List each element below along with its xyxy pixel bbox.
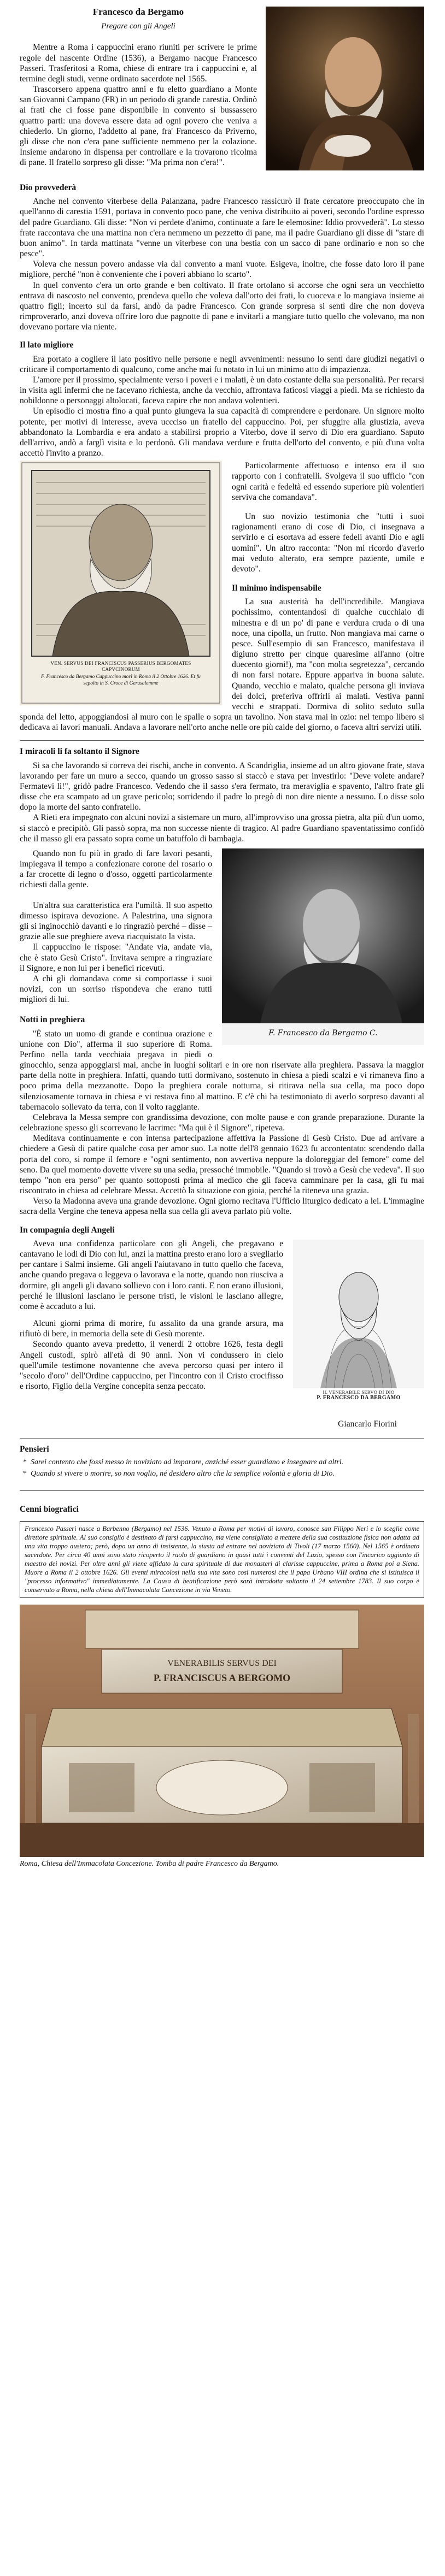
portrait-4-image <box>293 1240 424 1410</box>
section5-paragraph-2: Celebrava la Messa sempre con grandissima devozione, con molte pause e con grande preparazione. Durante la celebrazione spesso gli scorrevano le lacrime: "Ma qui è il Signore", ripeteva. <box>20 1112 424 1133</box>
portrait-3-caption: F. Francesco da Bergamo C. <box>268 1028 378 1038</box>
tomb-caption: Roma, Chiesa dell'Immacolata Concezione. Tomba di padre Francesco da Bergamo. <box>20 1860 279 1868</box>
portrait-3-svg <box>222 848 424 1045</box>
tomb-image <box>20 1605 424 1857</box>
section4-with-portrait <box>20 848 424 1112</box>
section1-paragraph-2: Voleva che nessun povero andasse via dal convento a mani vuote. Esigeva, inoltre, che fosse dato loro il pane migliore, perché "non è conveniente che i poveri abbiano lo scarto". <box>20 260 424 280</box>
pensieri-heading: Pensieri <box>20 1444 49 1454</box>
pensiero-item: * Sarei contento che fossi messo in noviziato ad imparare, anziché esser guardiano e insegnare ad altri. <box>31 1458 424 1467</box>
section4-paragraph-2: A Rieti era impegnato con alcuni novizi a sistemare un muro, all'improvviso una grossa pietra, alta più d'un uomo, si staccò e precipitò. Gli passò sopra, ma non successe niente di tragico. Al padre Guardiano spaventatissimo confidò che il masso gli era passato sopra come un batuffolo di bambagia. <box>20 813 424 844</box>
section1-paragraph-3: In quel convento c'era un orto grande e ben coltivato. Il frate ortolano si accorse che ogni sera un vecchietto entrava di nascosto nel convento, prendeva quello che voleva dall'orto dei frati, lo cuoceva e lo mangiava insieme ai quattro figli; incerto sul da farsi, andò da padre Francesco. Con grande sorpresa si sentì dire che non doveva rimproverarlo, anzi doveva offrire loro due pagnotte di pane e invitarli a mangiare tutto quello che volevano, ma non dovevano portare via niente. <box>20 280 424 332</box>
section4-paragraph-4: Un'altra sua caratteristica era l'umiltà. Il suo aspetto dimesso ispirava devozione. A Palestrina, una signora gli si inginocchiò davanti e lo ringraziò perché – disse – grazie alle sue preghiere aveva riacquistato la vista. <box>20 900 212 942</box>
section1-paragraph-1: Anche nel convento viterbese della Palanzana, padre Francesco rassicurò il frate cercatore preoccupato che in quell'anno di carestia 1591, portava in convento poco pane, che veniva distribuito ai poveri, secondo l'ordine espresso del padre Guardiano. Gli disse: "Non vi perdete d'animo, continuate a fare le elemosine: Iddio provvederà". Lo stesso frate raccontava che una mattina non c'era nemmeno un pezzetto di pane, ma il padre Guardiano gli disse di "stare di buon animo". In tarda mattinata "venne un viterbese con una bestia con un sacco di pane ordinario e non so che pesce". <box>20 197 424 259</box>
section-heading-lato-migliore: Il lato migliore <box>20 340 74 350</box>
portrait-1-svg <box>266 7 424 170</box>
section2-paragraph-2: L'amore per il prossimo, specialmente verso i poveri e i malati, è un dato costante della sua personalità. Per recarsi in visita agli infermi che ne facevano richiesta, anche da vecchio, affrontava faticosi viaggi a piedi. Ma se richiesto da nobildonne o personaggi altolocati, faceva capire che non andava volentieri. <box>20 375 424 406</box>
pensiero-item: * Quando si vivere o morire, so non voglio, né desidero altro che la semplice volontà e gloria di Dio. <box>31 1469 424 1478</box>
bio-box <box>20 1521 424 1598</box>
section2-paragraph-4: Particolarmente affettuoso e intenso era il suo rapporto con i confratelli. Svolgeva il suo ufficio "con ogni carità e fedeltà ed essendo superiore più volentieri serviva che comandava". <box>232 461 424 502</box>
section3-paragraph-1: La sua austerità ha dell'incredibile. Mangiava pochissimo, contentandosi di qualche cucchiaio di minestra e di un po' di pane e verdura cruda o di una noce, una cipolla, un frutto. Non mangiava mai carne o pesce. Sull'esempio di san Francesco, manifestava il digiuno stretto per cinque quaresime all'anno (oltre duecento giorni!), ma "con molta segretezza", cercando di non farsi notare. Eppure appariva in buona salute. Quando, vecchio e malato, qualche persona gli inviava dei dolci, preferiva offrirli ai malati. Vestiva panni vecchi e strappati. Dormiva di solito seduto sulla sponda del letto, appoggiandosi al muro con le spalle o sopra un tavolino. Non stava mai in ozio: nel tempo libero si dedicava ai lavori manuali. Andava a lavorare nell'orto anche nelle ore più calde del giorno, o faceva altri servizi utili. <box>20 597 424 733</box>
section6-paragraph-3: Secondo quanto aveva predetto, il venerdì 2 ottobre 1626, festa degli Angeli custodi, spirò all'età di 90 anni. Non vi condussero in cielo quell'umile testimone novantenne che aveva percorso quasi per intero il "secolo d'oro" dell'Ordine cappuccino, per l'incontro con il Cristo crocifisso e risorto, Figlio della Vergine concepita senza peccato. <box>20 1340 283 1392</box>
section2-paragraph-5: Un suo novizio testimonia che "tutti i suoi ragionamenti erano di cose di Dio, ci insegnava a servirlo e ci esortava ad essere fedeli avanti Dio e agli uomini". Un altro racconta: "Non mi ricordo d'averlo mai veduto alterato, era sempre paziente, umile e devoto". <box>232 511 424 574</box>
portrait-4-svg <box>293 1240 424 1410</box>
intro-paragraph-1: Mentre a Roma i cappuccini erano riuniti per scrivere le prime regole del nascente Ordine (1536), a Bergamo nacque Francesco Passeri. Trasferitosi a Roma, chiese di entrare tra i cappuccini e, al termine degli studi, venne ordinato sacerdote nel 1565. <box>20 43 257 84</box>
tomb-inscription-line-1: VENERABILIS SERVUS DEI <box>167 1659 277 1669</box>
section5-paragraph-4: Verso la Madonna aveva una grande devozione. Ogni giorno recitava l'Ufficio liturgico dedicato a lei. L'immagine sacra della Vergine che teneva appesa nella sua cella gli aveva parlato più volte. <box>20 1196 424 1217</box>
section4-paragraph-1: Si sa che lavorando si correva dei rischi, anche in convento. A Scandriglia, insieme ad un altro giovane frate, stava lavorando per fare un muro a secco, quando un grosso sasso si staccò e stava per investirlo: "Deve volete andare? Fermatevi lì!", gridò padre Francesco. Vedendo che il sasso s'era fermato, tra meraviglia e spavento, l'altro frate gli disse che era scampato ad un grave pericolo; sorridendo il padre lo pregò di non dire niente a nessuno. Lo disse solo dopo la morte del santo confratello. <box>20 761 424 812</box>
bio-text: Francesco Passeri nasce a Barbenno (Bergamo) nel 1536. Venuto a Roma per motivi di lavoro, conosce san Filippo Neri e lo sceglie come direttore spirituale. Al suo consiglio è destinato di farsi cappuccino, ma viene consigliato a mettere della sua costituzione fisica non adatta ad una vita troppo austera; però, dopo un anno di insistenze, la siusta ad entrare nel noviziato di Tivoli (17 marzo 1560). Nel 1565 è ordinato sacerdote. Per circa 40 anni sono stato ricoperto il ruolo di guardiano in quasi tutti i conventi del Lazio, spesso con l'incarico aggiunto di maestro dei novizi. Per oltre anni gli viene affidato la cura spirituale di due monasteri di clarisse cappuccine, prima a Roma poi a Siena. Muore a Roma il 2 ottobre 1626. Gli eventi miracolosi nella sua vita sono così numerosi che il papa Urbano VIII ordina che si istituisca il "processo informativo" immediatamente. La Causa di beatificazione però sarà introdotta soltanto il 24 settembre 1783. Il suo corpo è conservato a Roma, nella chiesa dell'Immacolata Concezione in via Veneto. <box>25 1525 419 1594</box>
portrait-2-image <box>20 461 222 705</box>
section4-paragraph-6: A chi gli domandava come si comportasse i suoi novizi, con un sorriso rispondeva che erano tutti migliori di lui. <box>20 974 212 1005</box>
page-subtitle: Pregare con gli Angeli <box>101 21 175 31</box>
header-block <box>20 7 424 175</box>
section4-paragraph-3: Quando non fu più in grado di fare lavori pesanti, impiegava il tempo a confezionare corone del rosario o a far crocette di legno o d'osso, oggetti particolarmente richiesti dalla gente. <box>20 848 212 890</box>
section5-paragraph-3: Meditava continuamente e con intensa partecipazione affettiva la Passione di Gesù Cristo. Due ad arrivare a chiedere a Gesù di patire qualche cosa per amor suo. La notte dell'8 gennaio 1623 fu accontentato: scendendo dalla porta del coro, si rompe il femore e "ogni sentimento, non avvertiva neppure la doloreggiar del femore" come del seno. Da quel momento dovette vivere su una sedia, pressoché immobile. "Quando si trovò a Gesù che vedeva". Il suo tempo "non era perso" per quanto sottoposti prima al medico che gli faceva camminare per la casa, gli fu mai riscontrato in chiesa ad celebrare Messa. Accettò la situazione con gioia, perché la riteneva una grazia. <box>20 1134 424 1196</box>
section4-paragraph-5: Il cappuccino le rispose: "Andate via, andate via, che è stato Gesù Cristo". Invitava sempre a ringraziare il Signore, e non lui per i benefici ricevuti. <box>20 942 212 973</box>
pensieri-block <box>20 1444 424 1478</box>
section2-paragraph-1: Era portato a cogliere il lato positivo nelle persone e negli avvenimenti: nessuno lo sentì dare giudizi negativi o criticare il comportamento di qualcuno, come anche mai fu notato in lui un minimo atto di impazienza. <box>20 354 424 374</box>
section6-paragraph-1: Aveva una confidenza particolare con gli Angeli, che pregavano e cantavano le lodi di Dio con lui, anzi la mattina presto erano loro a svegliarlo per cantare i Salmi insieme. Gli angeli l'aiutavano in tutto quello che faceva, anche quando pregava o leggeva o lavorava e la notte, quando non riusciva a dormire, gli angeli gli davano sollievo con i loro canti. E non erano illusioni, perché le illusioni lasciano le persone tristi, le visioni le lasciano allegre, come è accaduto a lui. <box>20 1239 283 1311</box>
portrait-1-image <box>266 7 424 170</box>
section-heading-compagnia-angeli: In compagnia degli Angeli <box>20 1225 115 1235</box>
section6-with-portrait <box>20 1239 424 1414</box>
section-divider-2 <box>20 1438 424 1439</box>
portrait-3-image <box>222 848 424 1045</box>
section5-paragraph-1: "È stato un uomo di grande e continua orazione e unione con Dio", afferma il suo superiore di Roma. Perfino nella tarda vecchiaia pregava in piedi o ginocchio, senza appoggiarsi mai, anche in luoghi solitari e in ore non riservate alla preghiera. Passava la maggior parte della notte in preghiera. Infatti, quando tutti dormivano, sostenuto in chiesa a piedi scalzi e vi rimaneva fino a poco prima della mezzanotte. Dopo la preghiera corale notturna, si ritirava nella sua cella, ma poco dopo silenziosamente tornava in chiesa e vi restava fino al mattino. E c'è chi ha testimoniato di averlo sorpreso davanti al tabernacolo sollevato da terra, con il volto raggiante. <box>20 1029 424 1112</box>
portrait-4-caption-line-1: IL VENERABILE SERVO DI DIO <box>323 1389 395 1395</box>
section2-paragraph-3: Un episodio ci mostra fino a qual punto giungeva la sua capacità di comprendere e perdonare. Un signore molto potente, per motivi di interesse, aveva uccciso un fratello del cappuccino. Poi, per sfuggire alla giustizia, aveva abbandonato la Lombardia e era andato a stabilirsi proprio a Viterbo, dove il servo di Dio era guardiano. Saputo dell'arrivo, andò a farglì visita e lo perdonò. Gli mandava verdure e frutta dell'orto del convento, e più d'una volta accettò l'invito a pranzo. <box>20 406 424 458</box>
tomb-inscription-line-2: P. FRANCISCUS A BERGOMO <box>153 1672 291 1684</box>
page-title: Francesco da Bergamo <box>92 7 184 17</box>
section-heading-notti-preghiera: Notti in preghiera <box>20 1015 85 1025</box>
bio-heading: Cenni biografici <box>20 1505 79 1514</box>
portrait-2-caption-line-2: F. Francesco da Bergamo Cappuccino morì in Roma il 2 Ottobre 1626. Et fu sepolto in S. Croce di Gerusalemme <box>41 674 201 687</box>
section6-paragraph-2: Alcuni giorni prima di morire, fu assalito da una grande arsura, ma rifiutò di bere, in memoria della sete di Gesù morente. <box>20 1319 283 1339</box>
section-heading-minimo-indispensabile: Il minimo indispensabile <box>232 583 321 593</box>
portrait-2-caption-line-1: VEN. SERVUS DEI FRANCISCUS PASSERIUS BERGOMATES CAPVCINORUM <box>50 661 191 673</box>
section-divider-3 <box>20 1490 424 1491</box>
section-heading-dio-provvedera: Dio provvederà <box>20 183 77 192</box>
pensieri-list <box>20 1458 424 1478</box>
section-divider <box>20 740 424 741</box>
portrait-4-caption-line-2: P. FRANCESCO DA BERGAMO <box>317 1395 401 1401</box>
section-heading-miracoli: I miracoli li fa soltanto il Signore <box>20 747 139 757</box>
intro-paragraph-2: Trascorsero appena quattro anni e fu eletto guardiano a Monte san Giovanni Campano (FR) in un periodo di grande carestia. Ordinò ai frati che ci fosse pane disponibile in convento si bussassero quattro parti: una doveva essere data ad ogni povero che veniva a chiederlo. Un giorno, l'addetto al pane, fra' Francesco da Priverno, gli disse che non c'era pane sufficiente nemmeno per la colazione. Insieme andarono in dispensa per controllare e la trovarono ricolma di pane. Il fratello sorpreso gli disse: "Ma prima non c'era!". <box>20 85 257 168</box>
section2-with-portrait <box>20 461 424 733</box>
author-signature: Giancarlo Fiorini <box>338 1419 397 1429</box>
tomb-svg <box>20 1605 424 1857</box>
